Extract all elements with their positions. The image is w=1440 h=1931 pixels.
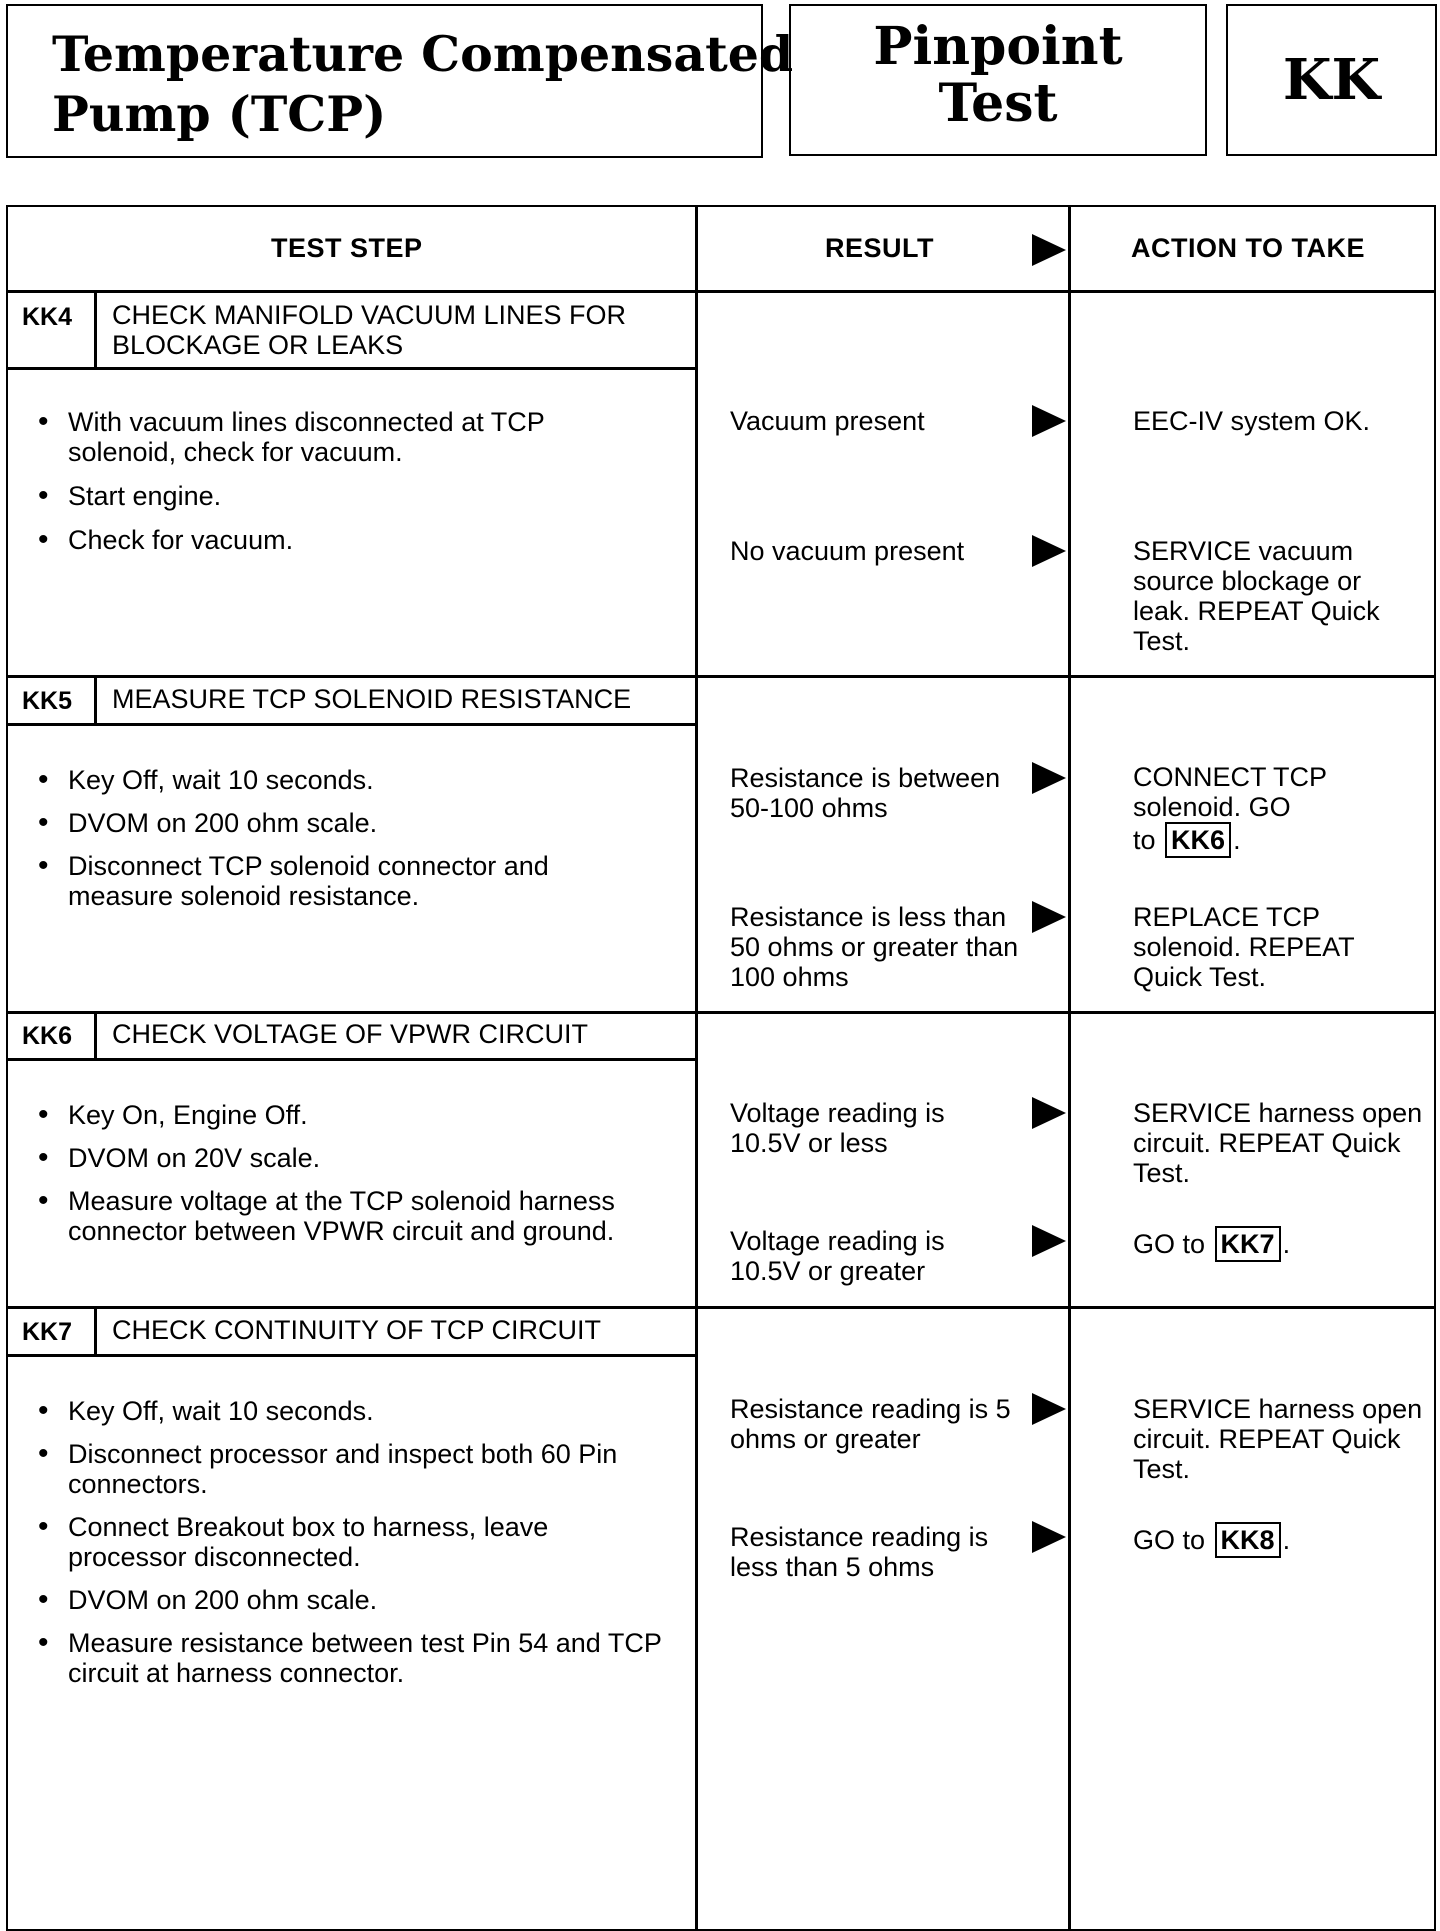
arrow-icon (1032, 1393, 1066, 1425)
pinpoint-test-box (789, 4, 1207, 156)
action-text: SERVICE vacuum source blockage or leak. REPEAT Quick Test. (1133, 536, 1380, 656)
column-header-test-step: TEST STEP (271, 233, 423, 263)
step-title-rule (6, 723, 696, 726)
step-bullet: • Measure resistance between test Pin 54 and TCP circuit at harness connector. (38, 1626, 662, 1688)
step-reference-kk7[interactable]: KK7 (1215, 1226, 1281, 1262)
result-text: Resistance reading is less than 5 ohms (730, 1522, 989, 1582)
step-title-line1: CHECK CONTINUITY OF TCP CIRCUIT (112, 1315, 602, 1345)
step-reference-kk8[interactable]: KK8 (1215, 1522, 1281, 1558)
column-header-action: ACTION TO TAKE (1131, 233, 1365, 263)
arrow-icon (1032, 1225, 1066, 1257)
step-id-divider (94, 675, 97, 725)
page-title-line2: Pump (TCP) (52, 85, 387, 143)
step-id-divider (94, 1306, 97, 1356)
page-title-line1: Temperature Compensated (52, 25, 794, 83)
result-text: Resistance reading is 5 ohms or greater (730, 1394, 1011, 1454)
step-bullet: • Disconnect processor and inspect both 60 Pin connectors. (38, 1437, 618, 1499)
step-rule (6, 1011, 1436, 1014)
step-id: KK7 (22, 1318, 73, 1346)
result-text: Voltage reading is 10.5V or greater (730, 1226, 945, 1286)
step-rule (6, 1306, 1436, 1309)
step-bullet: • DVOM on 200 ohm scale. (38, 1583, 378, 1616)
test-code: KK (1282, 47, 1381, 113)
column-divider-1 (695, 205, 698, 1931)
step-title-line1: CHECK VOLTAGE OF VPWR CIRCUIT (112, 1019, 589, 1049)
step-bullet: • Start engine. (38, 479, 222, 512)
step-id: KK4 (22, 303, 73, 331)
step-bullet: • Disconnect TCP solenoid connector and measure solenoid resistance. (38, 849, 549, 911)
step-bullet: • Key Off, wait 10 seconds. (38, 1394, 374, 1427)
test-label: Test (938, 73, 1058, 134)
arrow-icon (1032, 234, 1066, 266)
title-box (6, 4, 794, 158)
action-text: GO to KK8 . (1133, 1522, 1423, 1558)
arrow-icon (1032, 1097, 1066, 1129)
arrow-icon (1032, 535, 1066, 567)
step-id: KK5 (22, 687, 73, 715)
action-text: SERVICE harness open circuit. REPEAT Quick Test. (1133, 1098, 1423, 1188)
step-bullet: • DVOM on 20V scale. (38, 1141, 321, 1174)
step-title-line1: CHECK MANIFOLD VACUUM LINES FOR (112, 300, 627, 330)
step-id-divider (94, 290, 97, 369)
step-title-line2: BLOCKAGE OR LEAKS (112, 330, 404, 360)
column-divider-2 (1068, 205, 1071, 1931)
result-text: Resistance is less than 50 ohms or greater than 100 ohms (730, 902, 1019, 992)
step-bullet: • With vacuum lines disconnected at TCP solenoid, check for vacuum. (38, 405, 545, 467)
action-text: EEC-IV system OK. (1133, 406, 1371, 436)
result-text: Resistance is between 50-100 ohms (730, 763, 1001, 823)
step-bullet: • DVOM on 200 ohm scale. (38, 806, 378, 839)
step-rule (6, 675, 1436, 678)
step-title-rule (6, 367, 696, 370)
step-id-divider (94, 1011, 97, 1061)
step-bullet: • Connect Breakout box to harness, leave processor disconnected. (38, 1510, 549, 1572)
step-title-rule (6, 1354, 696, 1357)
action-text: SERVICE harness open circuit. REPEAT Quick Test. (1133, 1394, 1423, 1484)
action-text: CONNECT TCP solenoid. GO to KK6 . (1133, 762, 1363, 858)
arrow-icon (1032, 405, 1066, 437)
step-bullet: • Key Off, wait 10 seconds. (38, 763, 374, 796)
result-text: Vacuum present (730, 406, 925, 436)
step-id: KK6 (22, 1022, 73, 1050)
step-bullet: • Check for vacuum. (38, 523, 294, 556)
result-text: Voltage reading is 10.5V or less (730, 1098, 945, 1158)
arrow-icon (1032, 762, 1066, 794)
action-text: REPLACE TCP solenoid. REPEAT Quick Test. (1133, 902, 1355, 992)
arrow-icon (1032, 901, 1066, 933)
step-title-line1: MEASURE TCP SOLENOID RESISTANCE (112, 684, 632, 714)
test-code-box (1226, 4, 1437, 156)
action-text: GO to KK7 . (1133, 1226, 1423, 1262)
step-bullet: • Key On, Engine Off. (38, 1098, 308, 1131)
pinpoint-label: Pinpoint (873, 16, 1123, 77)
arrow-icon (1032, 1521, 1066, 1553)
header-rule (6, 290, 1436, 293)
step-bullet: • Measure voltage at the TCP solenoid harness connector between VPWR circuit and ground. (38, 1184, 615, 1246)
column-header-result: RESULT (825, 233, 934, 263)
result-text: No vacuum present (730, 536, 965, 566)
step-reference-kk6[interactable]: KK6 (1165, 822, 1231, 858)
step-title-rule (6, 1058, 696, 1061)
